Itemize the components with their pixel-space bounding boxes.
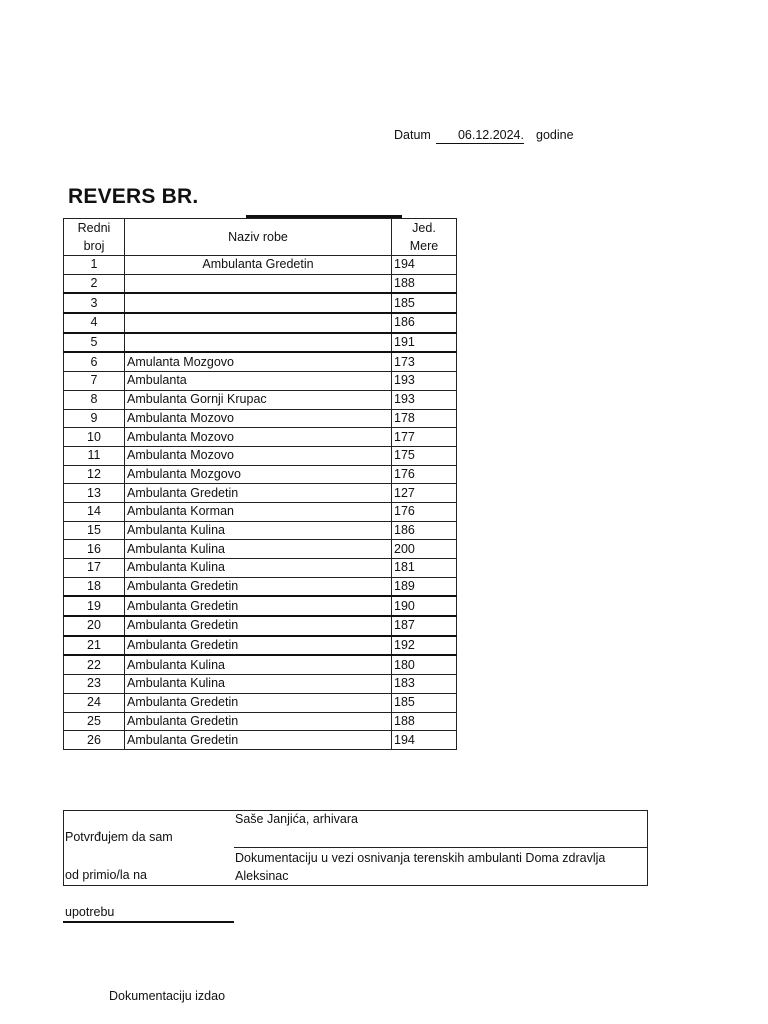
- row-number: 7: [64, 372, 125, 391]
- column-header-unit-line2: Mere: [409, 239, 439, 253]
- row-number: 21: [64, 636, 125, 656]
- row-unit: 186: [392, 521, 457, 540]
- row-number: 15: [64, 521, 125, 540]
- table-row: [64, 313, 457, 333]
- row-unit: 188: [392, 712, 457, 731]
- row-unit: 183: [392, 675, 457, 694]
- confirmation-subject: Dokumentaciju u vezi osnivanja terenskih ambulanti Doma zdravlja Aleksinac: [235, 851, 606, 883]
- table-row: [64, 502, 457, 521]
- table-row: [64, 521, 457, 540]
- confirmation-row-divider: [234, 847, 647, 848]
- row-name: Ambulanta: [125, 372, 392, 391]
- row-name: Ambulanta Gredetin: [125, 731, 392, 750]
- table-row: [64, 333, 457, 353]
- row-unit: 127: [392, 484, 457, 503]
- table-row: [64, 465, 457, 484]
- column-header-name: [125, 219, 392, 256]
- table-row: [64, 559, 457, 578]
- document-title: REVERS BR.: [68, 185, 199, 208]
- table-row: [64, 372, 457, 391]
- table-row: [64, 293, 457, 313]
- table-row: [64, 693, 457, 712]
- date-label: Datum: [394, 128, 431, 142]
- row-unit: 191: [392, 333, 457, 353]
- row-name: Ambulanta Gornji Krupac: [125, 390, 392, 409]
- row-number: 26: [64, 731, 125, 750]
- row-number: 9: [64, 409, 125, 428]
- table-row: [64, 731, 457, 750]
- row-unit: 185: [392, 693, 457, 712]
- row-name: Ambulanta Mozgovo: [125, 465, 392, 484]
- row-unit: 192: [392, 636, 457, 656]
- row-number: 20: [64, 616, 125, 636]
- issued-by-label: Dokumentaciju izdao: [109, 989, 226, 1003]
- table-row: [64, 636, 457, 656]
- row-name: Ambulanta Mozovo: [125, 409, 392, 428]
- table-row: [64, 596, 457, 616]
- row-number: 5: [64, 333, 125, 353]
- confirmation-signature-line: [63, 921, 234, 923]
- table-row: [64, 352, 457, 371]
- row-number: 22: [64, 655, 125, 674]
- row-unit: 185: [392, 293, 457, 313]
- row-name: Ambulanta Gredetin: [125, 256, 392, 275]
- row-number: 18: [64, 577, 125, 596]
- row-number: 6: [64, 352, 125, 371]
- row-name: [125, 274, 392, 293]
- row-name: Ambulanta Gredetin: [125, 712, 392, 731]
- row-number: 4: [64, 313, 125, 333]
- table-row: [64, 428, 457, 447]
- column-header-number-line2: broj: [83, 239, 105, 253]
- row-unit: 189: [392, 577, 457, 596]
- row-name: [125, 333, 392, 353]
- row-number: 24: [64, 693, 125, 712]
- table-row: [64, 274, 457, 293]
- row-name: Ambulanta Kulina: [125, 559, 392, 578]
- row-name: Ambulanta Gredetin: [125, 577, 392, 596]
- row-name: Ambulanta Kulina: [125, 521, 392, 540]
- row-unit: 173: [392, 352, 457, 371]
- row-unit: 178: [392, 409, 457, 428]
- confirmation-text-line1: Potvrđujem da sam: [65, 830, 173, 844]
- table-row: [64, 712, 457, 731]
- row-unit: 200: [392, 540, 457, 559]
- items-table: [63, 218, 457, 750]
- confirmation-text-line3: upotrebu: [65, 905, 115, 919]
- row-name: Ambulanta Gredetin: [125, 693, 392, 712]
- row-name: Ambulanta Korman: [125, 502, 392, 521]
- table-header-row: [64, 219, 457, 256]
- row-name: Ambulanta Gredetin: [125, 636, 392, 656]
- row-unit: 194: [392, 731, 457, 750]
- table-row: [64, 655, 457, 674]
- confirmation-recipient: Saše Janjića, arhivara: [235, 812, 358, 826]
- row-unit: 186: [392, 313, 457, 333]
- row-number: 19: [64, 596, 125, 616]
- row-name: Ambulanta Mozovo: [125, 446, 392, 465]
- row-name: Ambulanta Mozovo: [125, 428, 392, 447]
- row-number: 12: [64, 465, 125, 484]
- table-row: [64, 446, 457, 465]
- table-row: [64, 577, 457, 596]
- column-header-number-line1: Redni: [77, 221, 111, 235]
- row-name: Ambulanta Kulina: [125, 655, 392, 674]
- date-suffix: godine: [536, 128, 574, 142]
- row-number: 25: [64, 712, 125, 731]
- row-number: 10: [64, 428, 125, 447]
- row-number: 8: [64, 390, 125, 409]
- row-unit: 181: [392, 559, 457, 578]
- row-number: 17: [64, 559, 125, 578]
- column-header-unit-line1: Jed.: [412, 221, 436, 235]
- row-name: Ambulanta Kulina: [125, 675, 392, 694]
- column-header-number: [64, 219, 125, 256]
- table-row: [64, 256, 457, 275]
- row-number: 16: [64, 540, 125, 559]
- row-unit: 190: [392, 596, 457, 616]
- table-row: [64, 409, 457, 428]
- table-row: [64, 616, 457, 636]
- row-unit: 187: [392, 616, 457, 636]
- row-unit: 176: [392, 502, 457, 521]
- column-header-unit: [392, 219, 457, 256]
- column-header-name-label: Naziv robe: [228, 230, 288, 244]
- row-unit: 177: [392, 428, 457, 447]
- row-unit: 175: [392, 446, 457, 465]
- table-row: [64, 390, 457, 409]
- row-unit: 194: [392, 256, 457, 275]
- table-row: [64, 675, 457, 694]
- row-unit: 193: [392, 390, 457, 409]
- row-name: Amulanta Mozgovo: [125, 352, 392, 371]
- row-name: Ambulanta Gredetin: [125, 484, 392, 503]
- row-unit: 188: [392, 274, 457, 293]
- row-unit: 180: [392, 655, 457, 674]
- row-unit: 193: [392, 372, 457, 391]
- row-unit: 176: [392, 465, 457, 484]
- row-name: Ambulanta Kulina: [125, 540, 392, 559]
- row-number: 1: [64, 256, 125, 275]
- row-name: Ambulanta Gredetin: [125, 596, 392, 616]
- row-name: [125, 293, 392, 313]
- row-number: 3: [64, 293, 125, 313]
- date-value: 06.12.2024.: [436, 128, 524, 144]
- table-row: [64, 484, 457, 503]
- row-name: [125, 313, 392, 333]
- row-number: 2: [64, 274, 125, 293]
- row-number: 14: [64, 502, 125, 521]
- confirmation-text-line2: od primio/la na: [65, 868, 147, 882]
- row-name: Ambulanta Gredetin: [125, 616, 392, 636]
- row-number: 11: [64, 446, 125, 465]
- row-number: 23: [64, 675, 125, 694]
- table-row: [64, 540, 457, 559]
- row-number: 13: [64, 484, 125, 503]
